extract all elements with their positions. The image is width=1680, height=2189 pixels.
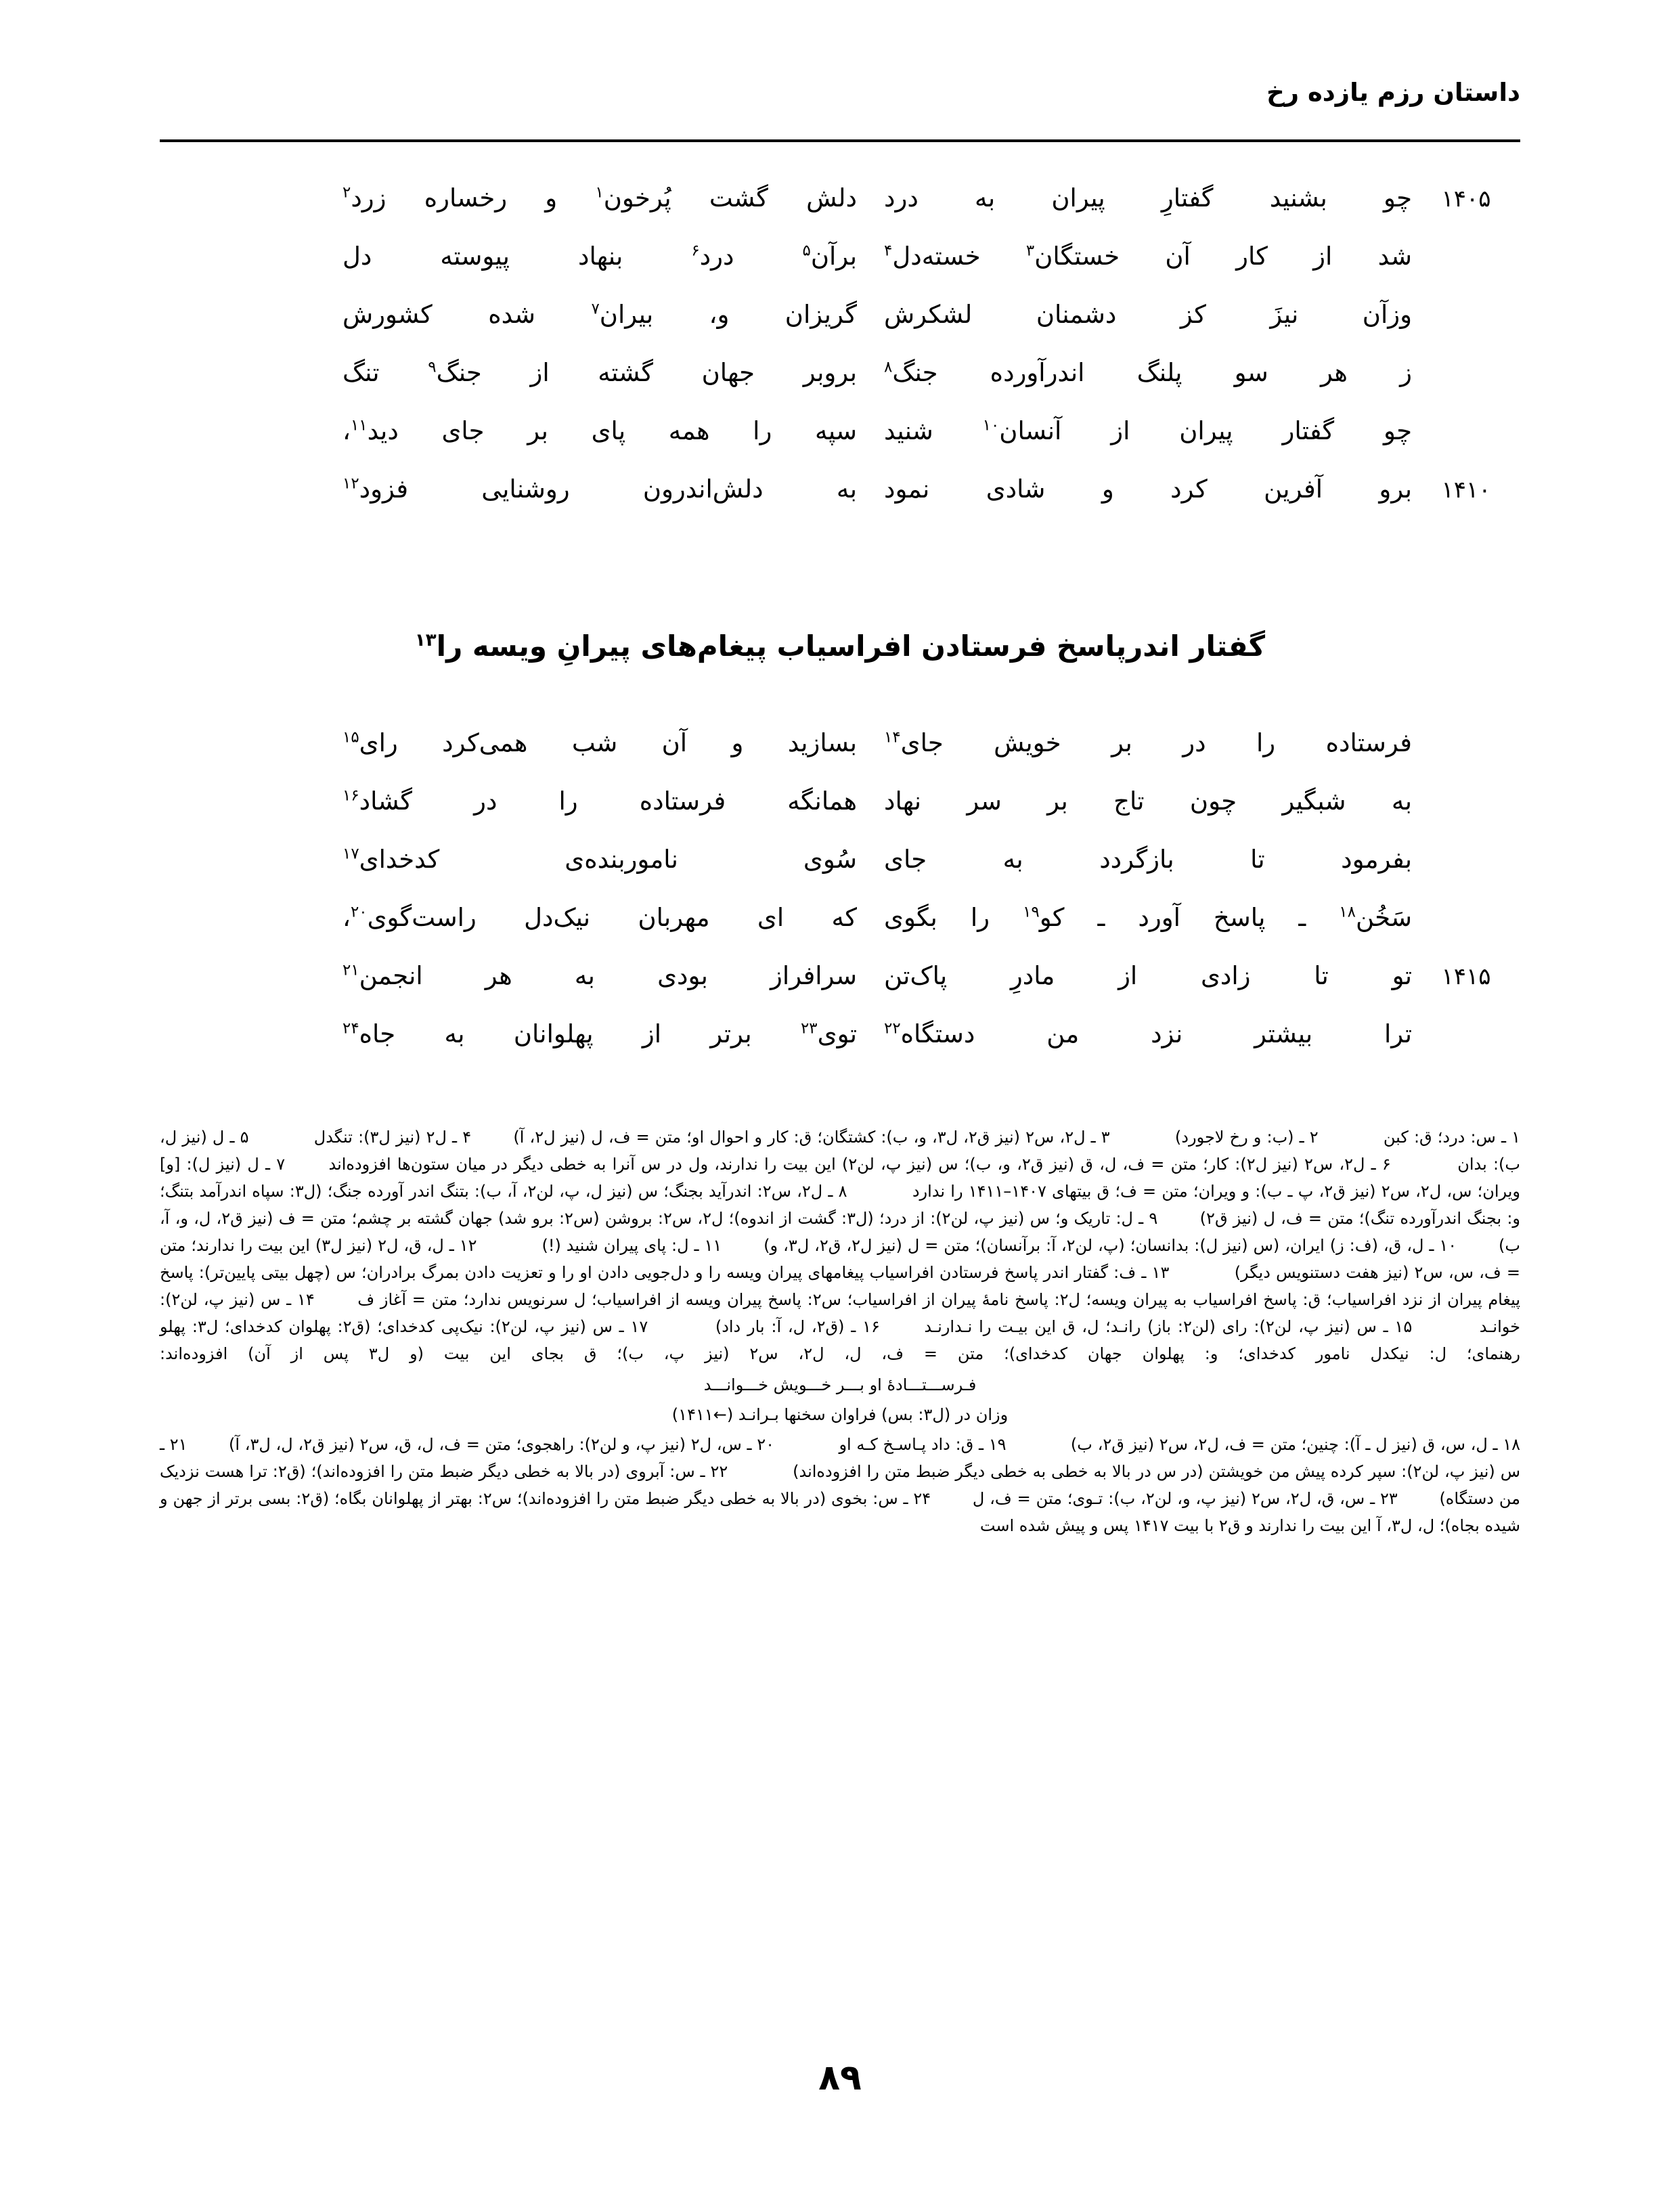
hemistich-second: بسازید و آن شب همی‌کرد رای$^{۱۵}$ — [342, 728, 857, 757]
couplet-row — [160, 714, 1520, 772]
couplet-row — [160, 344, 1520, 402]
couplet-row — [160, 889, 1520, 947]
apparatus-inserted-verse-line-one: فـرســـتـــادهٔ او بـــر خـــویش خـــوانـــد — [703, 1375, 977, 1394]
couplet-row — [160, 772, 1520, 831]
verse-block-two — [160, 714, 1520, 1063]
hemistich-first: شد از کار آن خستگان$^۳$ خسته‌دل$^۴$ — [884, 242, 1412, 271]
critical-apparatus — [160, 1124, 1520, 1539]
couplet-row — [160, 169, 1520, 227]
hemistich-first: چو گفتار پیران از آنسان$^{۱۰}$ شنید — [884, 416, 1412, 445]
hemistich-second: دلش گشت پُرخون$^۱$ و رخساره زرد$^۲$ — [342, 183, 857, 213]
couplet-row — [160, 286, 1520, 344]
couplet-row — [160, 402, 1520, 460]
verse-block-one — [160, 169, 1520, 518]
running-head-area — [160, 80, 1520, 141]
hemistich-second: برآن$^۵$ درد$^۶$ بنهاد پیوسته دل — [342, 242, 857, 271]
section-heading: گفتار اندرپاسخ فرستادن افراسیاب پیغام‌های پیرانِ ویسه را$^{۱۳}$ — [414, 629, 1266, 663]
hemistich-second: سرافراز بودی به هر انجمن$^{۲۱}$ — [342, 961, 857, 990]
hemistich-second: سُوی ناموربنده‌ی کدخدای$^{۱۷}$ — [342, 845, 857, 874]
hemistich-first: برو آفرین کرد و شادی نمود — [884, 474, 1412, 504]
folio-number: ۸۹ — [818, 2058, 862, 2098]
hemistich-second: که ای مهربان نیک‌دل راست‌گوی$^{۲۰}$، — [342, 903, 857, 932]
hemistich-second: گریزان و، بیران$^۷$ شده کشورش — [342, 300, 857, 329]
apparatus-paragraph-one: ۱ ـ س: درد؛ ق: کبن ۲ ـ (ب: و رخ لاجورد) ۳ ـ ل٢، س٢ (نیز ق٢، ل٣، و، ب): کشتگان؛ ق: کار و احوال او؛ متن = ف، ل (نیز ل٢، آ) ۴ ـ ل٢ (نیز ل٣): تنگدل ۵ ـ ل (نیز ل، ب): بدان ۶ ـ ل٢، س٢ (نیز ل٢): کار؛ متن = ف، ل، ق (نیز ق٢، و، ب)؛ س (نیز پ، لن٢) این بیت را ندارند، ول در س آنرا به خطی دیگر در میان ستون‌ها افزوده‌اند ۷ ـ ل (نیز ل): [و] ویران؛ س، ل٢، س٢ (نیز ق٢، پ ـ ب): و ویران؛ متن = ف؛ ق بیتهای ۱۴۰۷–۱۴۱۱ را ندارد ۸ ـ ل٢، س٢: اندرآید بجنگ؛ س (نیز ل، پ، لن٢، آ، ب): بتنگ اندر آورده جنگ؛ (ل٣: سپاه اندرآمد بتنگ؛ و: بجنگ اندرآورده تنگ)؛ متن = ف، ل (نیز ق٢) ۹ ـ ل: تاریک و؛ س (نیز پ، لن٢): از درد؛ (ل٣: گشت از اندوه)؛ ل٢، س٢: بروشن (س٢: برو شد) جهان گشته بر چشم؛ متن = ف (نیز ق٢، ل، و، آ، ب) ۱۰ ـ ل، ق، (ف: ز) ایران، (س (نیز ل): بدانسان؛ (پ، لن٢، آ: برآنسان)؛ متن = ل (نیز ل٢، ق٢، ل٣، و) ۱۱ ـ ل: پای پیران شنید (!) ۱۲ ـ ل، ق، ل٢ (نیز ل٣) این بیت را ندارند؛ متن = ف، س، س٢ (نیز هفت دستنویس دیگر) ۱۳ ـ ف: گفتار اندر پاسخ فرستادن افراسیاب پیغامهای پیران ویسه را و دل‌جویی دادن او را و تعزیت دادن بمرگ برادران؛ س (چهل بیتی پایین‌تر): پاسخ پیغام پیران از نزد افراسیاب؛ ق: پاسخ افراسیاب به پیران ویسه؛ ل٢: پاسخ نامهٔ پیران از افراسیاب؛ س٢: پاسخ پیران ویسه از افراسیاب؛ ل سرنویس ندارد؛ متن = آغاز ف ۱۴ ـ س (نیز پ، لن٢): خوانـد ۱۵ ـ س (نیز پ، لن٢): رای (لن٢: باز) رانـد؛ ل، ق این بیـت را نـدارنـد ۱۶ ـ (ق٢، ل، آ: بار داد) ۱۷ ـ س (نیز پ، لن٢): نیک‌پی کدخدای؛ (ق٢: پهلوان کدخدای؛ ل٣: پهلو رهنمای؛ ل: نیکدل نامور کدخدای؛ و: پهلوان جهان کدخدای)؛ متن = ف، ل، ل٢، س٢ (نیز پ، ب)؛ ق بجای این بیت (و ل٣ پس از آن) افزوده‌اند: — [160, 1128, 1521, 1363]
running-head: داستان رزم یازده رخ — [1266, 78, 1520, 107]
hemistich-first: به شبگیر چون تاج بر سر نهاد — [884, 787, 1412, 816]
couplet-row — [160, 831, 1520, 889]
header-rule — [160, 139, 1520, 142]
couplet-row — [160, 1005, 1520, 1063]
hemistich-second: توی$^{۲۳}$ برتر از پهلوانان به جاه$^{۲۴}$ — [342, 1019, 857, 1048]
verse-number: ۱۴۱۵ — [1441, 963, 1491, 990]
apparatus-paragraph-two: ۱۸ ـ ل، س، ق (نیز ل ـ آ): چنین؛ متن = ف، ل٢، س٢ (نیز ق٢، ب) ۱۹ ـ ق: داد پـاسـخ کـه او ۲۰ ـ س، ل٢ (نیز پ، و لن٢): راهجوی؛ متن = ف، ل، ق، س٢ (نیز ق٢، ل، ل٣، آ) ۲۱ ـ س (نیز پ، لن٢): سپر کرده پیش من خویشتن (در س در بالا به خطی به خطی دیگر ضبط متن را افزوده‌اند) ۲۲ ـ س: آبروی (در بالا به خطی دیگر ضبط متن را افزوده‌اند)؛ (ق٢: ترا هست نزدیک من دستگاه) ۲۳ ـ س، ق، ل٢، س٢ (نیز پ، و، لن٢، ب): تـوی؛ متن = ف، ل ۲۴ ـ س: بخوی (در بالا به خطی دیگر ضبط متن را افزوده‌اند)؛ س٢: بهتر از پهلوانان بگاه؛ (ق٢: بسی برتر از جهن و شیده بجاه)؛ ل، ل٣، آ این بیت را ندارند و ق٢ با بیت ۱۴۱۷ پس و پیش شده است — [160, 1435, 1521, 1535]
hemistich-first: ز هر سو پلنگ اندرآورده جنگ$^۸$ — [884, 358, 1412, 387]
couplet-row — [160, 947, 1520, 1005]
hemistich-first: فرستاده را در بر خویش جای$^{۱۴}$ — [884, 728, 1412, 757]
hemistich-first: ترا بیشتر نزد من دستگاه$^{۲۲}$ — [884, 1019, 1412, 1048]
hemistich-second: سپه را همه پای بر جای دید$^{۱۱}$، — [342, 416, 857, 445]
hemistich-first: وزآن نیزَ کز دشمنان لشکرش — [884, 300, 1412, 329]
hemistich-first: بفرمود تا بازگردد به جای — [884, 845, 1412, 874]
hemistich-first: سَخُن$^{۱۸}$ ـ پاسخ آورد ـ کو$^{۱۹}$ را بگوی — [884, 903, 1412, 932]
hemistich-second: همانگه فرستاده را در گشاد$^{۱۶}$ — [342, 787, 857, 816]
hemistich-second: بروبر جهان گشته از جنگ$^۹$ تنگ — [342, 358, 857, 387]
hemistich-second: به دلش‌اندرون روشنایی فزود$^{۱۲}$ — [342, 474, 857, 504]
verse-number: ۱۴۰۵ — [1441, 185, 1491, 213]
hemistich-first: تو تا زادی از مادرِ پاک‌تن — [884, 961, 1412, 990]
verse-number: ۱۴۱۰ — [1441, 477, 1491, 504]
hemistich-first: چو بشنید گفتارِ پیران به درد — [884, 183, 1412, 213]
couplet-row — [160, 460, 1520, 518]
apparatus-inserted-verse-line-two: وزان در (ل٣: بس) فراوان سخنها بـرانـد (←۱۴۱۱) — [671, 1405, 1009, 1424]
couplet-row — [160, 227, 1520, 286]
